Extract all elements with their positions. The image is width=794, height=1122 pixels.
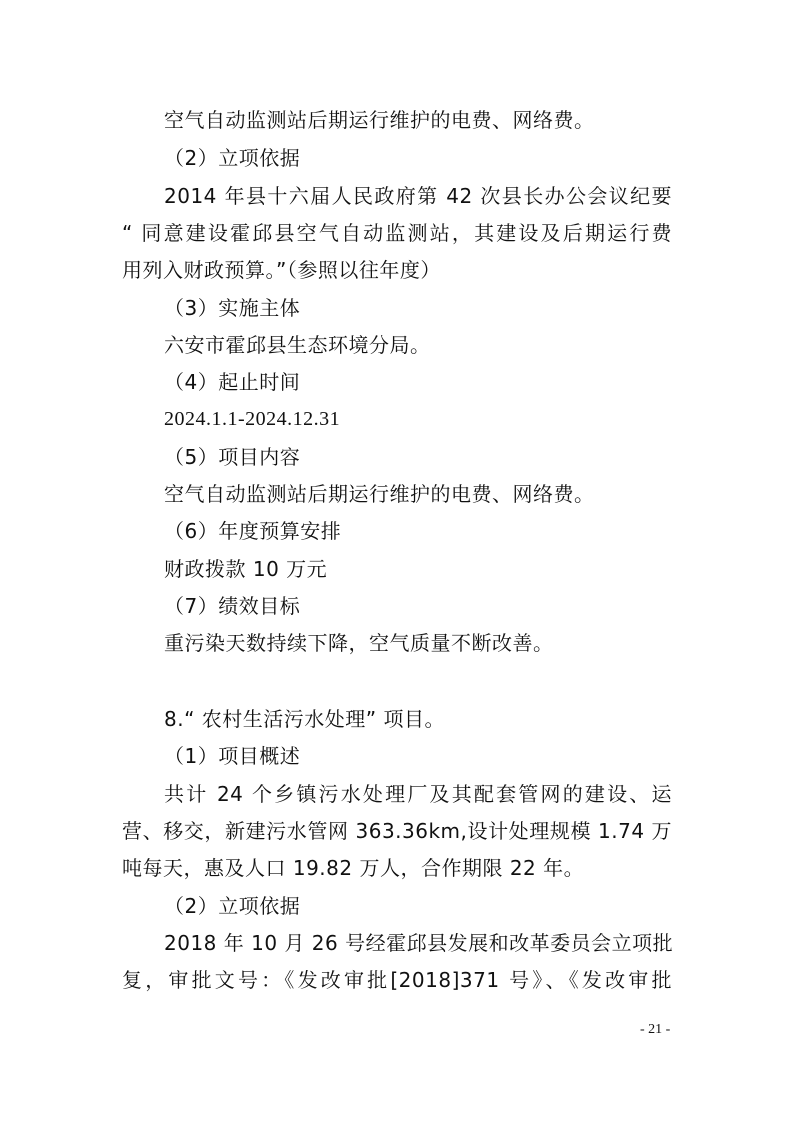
text-line: 重污染天数持续下降，空气质量不断改善。 bbox=[164, 631, 554, 655]
date-range: 2024.1.1-2024.12.31 bbox=[164, 408, 341, 430]
text-line: 吨每天，惠及人口 19.82 万人，合作期限 22 年。 bbox=[122, 856, 585, 880]
text-line: 复，审批文号：《发改审批[2018]371 号》、《发改审批 bbox=[122, 968, 672, 992]
text-line: 营、移交，新建污水管网 363.36km,设计处理规模 1.74 万 bbox=[122, 819, 672, 843]
text-line: 空气自动监测站后期运行维护的电费、网络费。 bbox=[164, 108, 595, 132]
text-line: 用列入财政预算。”（参照以往年度） bbox=[122, 258, 441, 282]
text-line: 空气自动监测站后期运行维护的电费、网络费。 bbox=[164, 482, 595, 506]
page-number: - 21 - bbox=[640, 1022, 671, 1037]
section-heading: （7）绩效目标 bbox=[164, 594, 301, 618]
text-line: 财政拨款 10 万元 bbox=[164, 557, 328, 581]
text-line: “ 同意建设霍邱县空气自动监测站，其建设及后期运行费 bbox=[122, 221, 672, 245]
section-heading: （3）实施主体 bbox=[164, 296, 301, 320]
section-heading: （1）项目概述 bbox=[164, 744, 301, 768]
text-line: 2014 年县十六届人民政府第 42 次县长办公会议纪要 bbox=[164, 184, 672, 208]
text-line: 共计 24 个乡镇污水处理厂及其配套管网的建设、运 bbox=[164, 782, 672, 806]
text-line: 六安市霍邱县生态环境分局。 bbox=[164, 333, 431, 357]
section-heading: （4）起止时间 bbox=[164, 370, 301, 394]
project-heading: 8.“ 农村生活污水处理” 项目。 bbox=[164, 707, 446, 731]
section-heading: （2）立项依据 bbox=[164, 894, 301, 918]
text-line: 2018 年 10 月 26 号经霍邱县发展和改革委员会立项批 bbox=[164, 931, 674, 955]
section-heading: （6）年度预算安排 bbox=[164, 519, 342, 543]
section-heading: （2）立项依据 bbox=[164, 146, 301, 170]
section-heading: （5）项目内容 bbox=[164, 445, 301, 469]
